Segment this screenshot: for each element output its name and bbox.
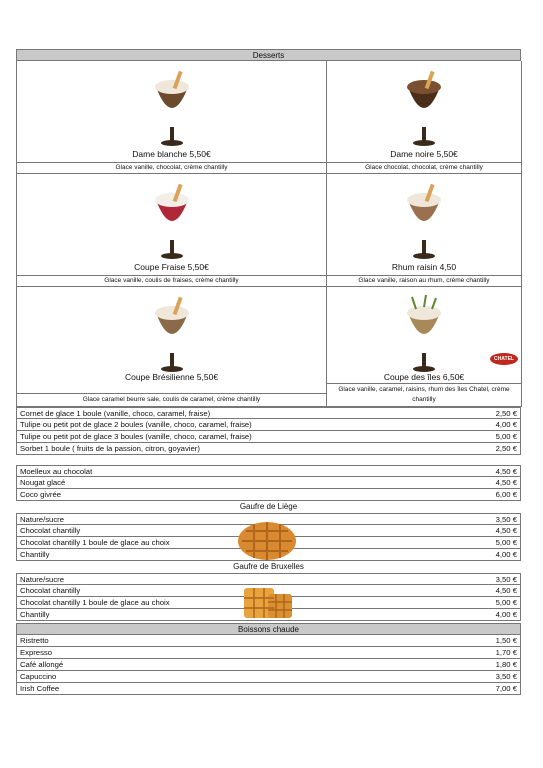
item-label: Ristretto [20,636,49,645]
coupe-name: Coupe des îles 6,50€ [383,372,465,382]
spacer [16,455,521,465]
sundae-image [404,182,444,262]
menu-row [16,419,521,431]
item-price: 2,50 € [495,408,517,418]
coupe-description: Glace vanille, coulis de fraises, crème chantilly [17,275,326,284]
item-label: Chocolat chantilly 1 boule de glace au choix [20,538,170,547]
menu-row [16,683,521,695]
section-header-desserts: Desserts [16,49,521,61]
coupe-card [327,287,522,407]
item-label: Chantilly [20,610,50,619]
coupe-name: Dame noire 5,50€ [390,149,458,159]
item-label: Café allongé [20,660,64,669]
sundae-image [152,295,192,375]
menu-row [16,489,521,501]
item-price: 5,00 € [495,598,517,607]
item-label: Chocolat chantilly [20,586,81,595]
sundae-image [404,295,444,375]
item-label: Chocolat chantilly 1 boule de glace au choix [20,598,170,607]
coupe-name: Coupe Brésilienne 5,50€ [124,372,219,382]
item-price: 4,50 € [495,466,517,476]
menu-row [16,431,521,443]
item-label: Nougat glacé [20,478,66,487]
coupe-card [17,287,327,407]
item-label: Coco givrée [20,490,62,499]
item-price: 3,50 € [495,672,517,681]
menu-row [16,659,521,671]
item-label: Sorbet 1 boule ( fruits de la passion, citron, goyavier) [20,444,200,453]
item-price: 4,00 € [495,420,517,429]
item-price: 2,50 € [495,444,517,453]
chatel-logo: CHATEL [490,353,518,365]
menu-row [16,573,521,585]
coupe-description: Glace vanille, chocolat, crème chantilly [17,162,326,171]
item-price: 1,80 € [495,660,517,669]
coupe-description: Glace vanille, raison au rhum, crème chantilly [327,275,521,284]
sundae-image [152,69,192,149]
coupe-description: Glace vanille, caramel, raisins, rhum des îles Chatel, crème chantilly [327,383,521,405]
menu-row [16,477,521,489]
menu-row [16,407,521,419]
coupe-card [327,174,522,287]
item-price: 4,00 € [495,610,517,619]
menu-row [16,647,521,659]
waffle-bruxelles-image [242,586,294,620]
menu-row [16,671,521,683]
item-label: Irish Coffee [20,684,60,693]
item-label: Expresso [20,648,53,657]
coupe-card [17,61,327,174]
item-price: 7,00 € [495,684,517,693]
coupe-description: Glace caramel beurre sale, coulis de caramel, crème chantilly [17,393,326,405]
item-price: 5,00 € [495,432,517,441]
item-price: 4,00 € [495,550,517,559]
section-header-boissons: Boissons chaude [16,623,521,635]
item-label: Chantilly [20,550,50,559]
item-price: 5,00 € [495,538,517,547]
item-price: 4,50 € [495,478,517,487]
item-price: 4,50 € [495,526,517,535]
coupe-card [17,174,327,287]
coupe-description: Glace chocolat, chocolat, crème chantilly [327,162,521,171]
waffle-liege-image [236,519,298,563]
coupe-card [327,61,522,174]
coupe-name: Dame blanche 5,50€ [132,149,211,159]
item-price: 3,50 € [495,574,517,584]
item-label: Nature/sucre [20,514,65,524]
item-label: Tulipe ou petit pot de glace 3 boules (vanille, choco, caramel, fraise) [20,432,252,441]
item-price: 3,50 € [495,514,517,524]
coupe-name: Rhum raisin 4,50 [391,262,457,272]
item-label: Chocolat chantilly [20,526,81,535]
menu-row [16,635,521,647]
menu-row [16,465,521,477]
coupes-grid [16,61,521,407]
item-label: Cornet de glace 1 boule (vanille, choco, caramel, fraise) [20,408,211,418]
section-header-liege: Gaufre de Liège [239,502,298,511]
coupe-name: Coupe Fraise 5,50€ [134,262,209,272]
item-label: Moelleux au chocolat [20,466,93,476]
item-label: Tulipe ou petit pot de glace 2 boules (vanille, choco, caramel, fraise) [20,420,252,429]
sundae-image [152,182,192,262]
item-price: 4,50 € [495,586,517,595]
item-price: 1,50 € [495,636,517,645]
item-label: Nature/sucre [20,574,65,584]
section-header-bruxelles: Gaufre de Bruxelles [233,562,304,571]
sundae-image [404,69,444,149]
item-price: 1,70 € [495,648,517,657]
menu-row [16,443,521,455]
item-label: Capuccino [20,672,57,681]
item-price: 6,00 € [495,490,517,499]
